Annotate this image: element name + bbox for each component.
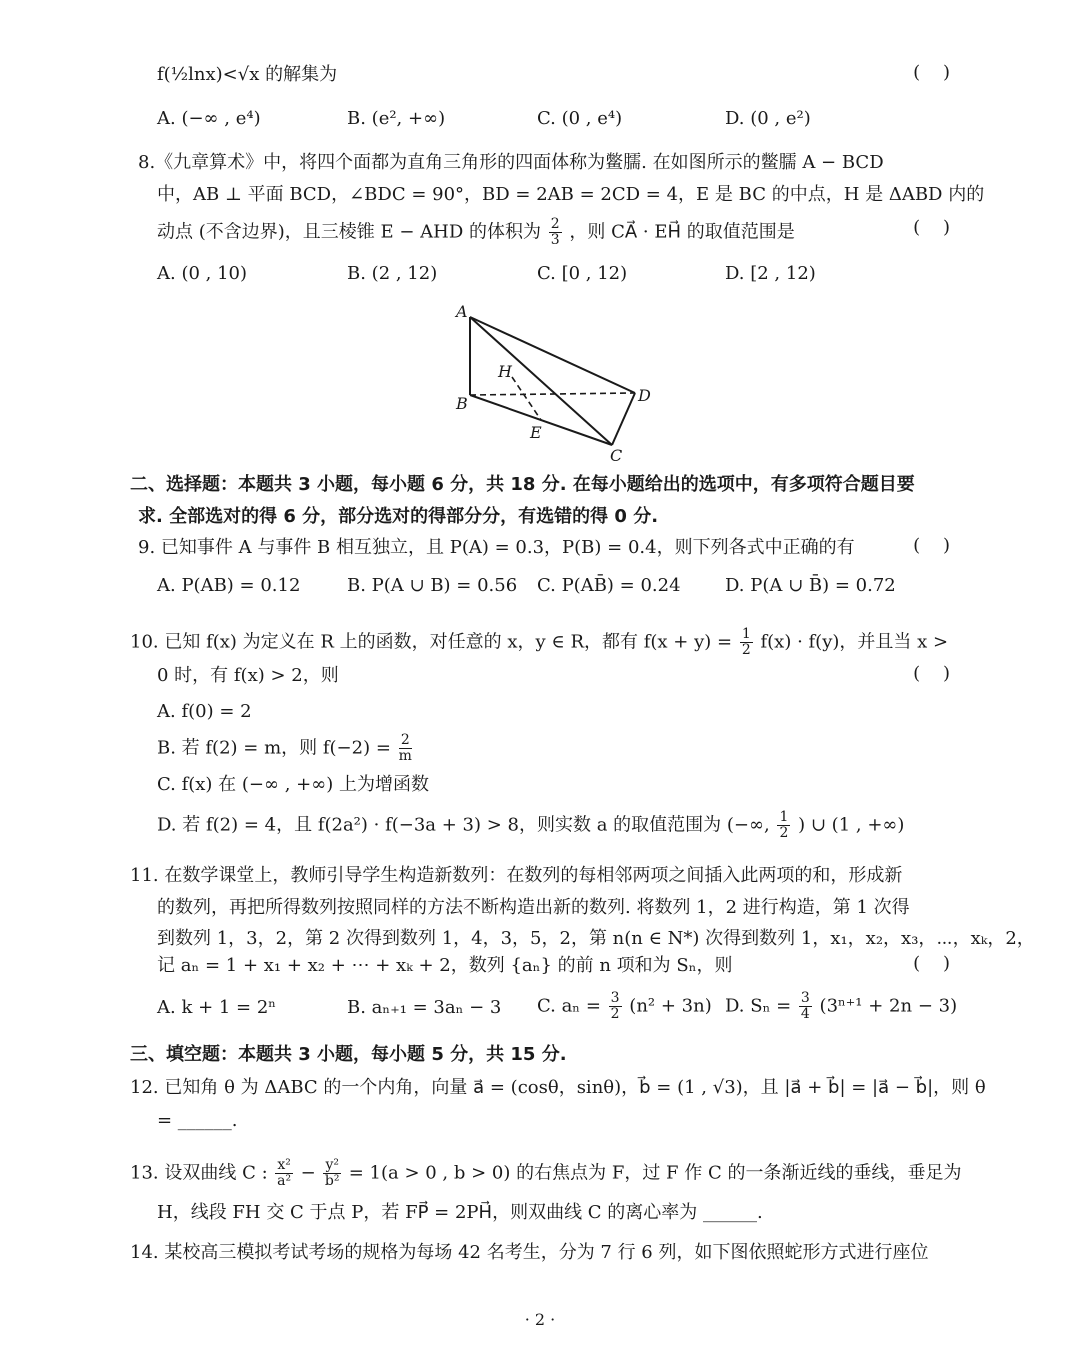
q11-option-d-den: 4	[800, 1006, 810, 1022]
q9-answer-paren: ( )	[913, 535, 950, 556]
q11-option-c-num: 3	[610, 990, 620, 1006]
q13-frac-y-den: b²	[324, 1173, 340, 1189]
q8-line-3	[157, 217, 795, 248]
q7-option-a: A. (−∞ , e⁴)	[157, 108, 261, 129]
q10-option-d-text-a: D. 若 f(2) = 4，且 f(2a²) · f(−3a + 3) > 8，则实数 a 的取值范围为 (−∞,	[157, 814, 770, 836]
q10-option-b-num: 2	[400, 732, 410, 748]
q7-stem: f(½lnx)<√x 的解集为	[157, 64, 338, 85]
section-2-heading-line-2: 求. 全部选对的得 6 分，部分选对的得部分分，有选错的得 0 分.	[138, 506, 659, 527]
q9-option-b: B. P(A ∪ B) = 0.56	[347, 575, 518, 596]
q10-line-1-b: f(x) · f(y)，并且当 x >	[760, 631, 949, 653]
q8-frac-num: 2	[550, 216, 560, 232]
q8-line-3-b: ，则 CA⃗ · EH⃗ 的取值范围是	[569, 221, 795, 243]
q11-option-c-text-a: C. aₙ =	[537, 995, 601, 1017]
q10-option-a: A. f(0) = 2	[157, 701, 252, 722]
q10-line-1	[130, 627, 948, 658]
edge-bd-hidden	[470, 393, 635, 395]
q8-frac-den: 3	[550, 232, 560, 248]
q10-option-d-den: 2	[779, 825, 789, 841]
q7-option-c: C. (0 , e⁴)	[537, 108, 623, 129]
edge-ad	[470, 317, 635, 393]
q13-frac-x-num: x²	[277, 1157, 291, 1173]
q8-answer-paren: ( )	[913, 217, 950, 238]
q11-option-c-fraction	[609, 991, 622, 1022]
label-c: C	[610, 446, 623, 465]
q8-option-c: C. [0 , 12)	[537, 263, 628, 284]
q8-fraction	[549, 217, 562, 248]
q11-option-b: B. aₙ₊₁ = 3aₙ − 3	[347, 997, 502, 1018]
q12-line-1: 12. 已知角 θ 为 ΔABC 的一个内角，向量 a⃗ = (cosθ，sinθ)，b⃗ = (1 , √3)，且 |a⃗ + b⃗| = |a⃗ − b⃗|，则 θ	[130, 1077, 986, 1098]
q10-option-b	[157, 733, 414, 764]
q11-option-c-den: 2	[610, 1006, 620, 1022]
q11-option-a: A. k + 1 = 2ⁿ	[157, 997, 277, 1018]
q10-line-1-a: 10. 已知 f(x) 为定义在 R 上的函数，对任意的 x，y ∈ R，都有 f(x + y) =	[130, 631, 733, 653]
section-2-heading-line-1: 二、选择题：本题共 3 小题，每小题 6 分，共 18 分. 在每小题给出的选项中，有多项符合题目要	[130, 474, 915, 495]
q8-line-3-a: 动点 (不含边界)，且三棱锥 E − AHD 的体积为	[157, 221, 542, 243]
q13-line-2: H，线段 FH 交 C 于点 P，若 FP⃗ = 2PH⃗，则双曲线 C 的离心率为 ______.	[157, 1202, 763, 1223]
q10-frac-den: 2	[741, 642, 751, 658]
q11-answer-paren: ( )	[913, 953, 950, 974]
edge-cd	[612, 393, 635, 445]
label-e: E	[530, 423, 542, 442]
q13-fraction-y	[323, 1158, 341, 1189]
q13-frac-x-den: a²	[277, 1173, 292, 1189]
q11-option-d-fraction	[799, 991, 812, 1022]
q12-line-2: = ______.	[157, 1110, 238, 1131]
q13-line-1	[130, 1158, 961, 1189]
section-3-heading: 三、填空题：本题共 3 小题，每小题 5 分，共 15 分.	[130, 1044, 567, 1065]
q11-option-d	[725, 991, 957, 1022]
q11-option-d-num: 3	[800, 990, 810, 1006]
label-a: A	[456, 302, 468, 321]
q10-option-d-num: 1	[779, 809, 789, 825]
q11-option-d-text-a: D. Sₙ =	[725, 995, 792, 1017]
q13-fraction-x	[275, 1158, 293, 1189]
q10-option-b-text: B. 若 f(2) = m，则 f(−2) =	[157, 737, 391, 759]
q13-minus: −	[300, 1162, 316, 1184]
q10-fraction	[740, 627, 753, 658]
q9-option-d: D. P(A ∪ B̄) = 0.72	[725, 575, 896, 596]
q11-option-c-text-b: (n² + 3n)	[629, 995, 712, 1017]
q8-line-2: 中，AB ⊥ 平面 BCD，∠BDC = 90°，BD = 2AB = 2CD = 4，E 是 BC 的中点，H 是 ΔABD 内的	[157, 184, 985, 205]
q7-option-b: B. (e², +∞)	[347, 108, 446, 129]
q10-line-2: 0 时，有 f(x) > 2，则	[157, 665, 339, 686]
label-h: H	[498, 362, 512, 381]
q13-frac-y-num: y²	[325, 1157, 339, 1173]
q11-option-d-text-b: (3ⁿ⁺¹ + 2n − 3)	[819, 995, 958, 1017]
q14-line-1: 14. 某校高三模拟考试考场的规格为每场 42 名考生，分为 7 行 6 列，如下图依照蛇形方式进行座位	[130, 1242, 929, 1263]
q9-option-c: C. P(AB̄) = 0.24	[537, 575, 681, 596]
q9-stem: 9. 已知事件 A 与事件 B 相互独立，且 P(A) = 0.3，P(B) = 0.4，则下列各式中正确的有	[138, 537, 855, 558]
q11-line-2: 的数列，再把所得数列按照同样的方法不断构造出新的数列. 将数列 1，2 进行构造，第 1 次得	[157, 897, 910, 918]
q13-line-1-b: = 1(a > 0 , b > 0) 的右焦点为 F，过 F 作 C 的一条渐近线的垂线，垂足为	[348, 1162, 962, 1184]
q8-line-1: 8.《九章算术》中，将四个面都为直角三角形的四面体称为鳖臑. 在如图所示的鳖臑 A − BCD	[138, 152, 884, 173]
q10-option-b-fraction	[399, 733, 412, 764]
q10-option-d	[157, 810, 904, 841]
q10-option-c: C. f(x) 在 (−∞ , +∞) 上为增函数	[157, 774, 429, 795]
q11-line-4: 记 aₙ = 1 + x₁ + x₂ + ⋯ + xₖ + 2，数列 {aₙ} 的前 n 项和为 Sₙ，则	[157, 955, 733, 976]
q8-option-d: D. [2 , 12)	[725, 263, 816, 284]
q10-frac-num: 1	[741, 626, 751, 642]
q11-line-1: 11. 在数学课堂上，教师引导学生构造新数列：在数列的每相邻两项之间插入此两项的和，形成新	[130, 865, 903, 886]
tetrahedron-figure	[440, 295, 670, 465]
q8-option-b: B. (2 , 12)	[347, 263, 438, 284]
q7-answer-paren: ( )	[913, 62, 950, 83]
label-b: B	[456, 394, 468, 413]
q10-answer-paren: ( )	[913, 663, 950, 684]
q11-option-c	[537, 991, 712, 1022]
segment-he-hidden	[512, 377, 541, 420]
q9-option-a: A. P(AB) = 0.12	[157, 575, 301, 596]
q8-option-a: A. (0 , 10)	[157, 263, 248, 284]
page-number: · 2 ·	[524, 1310, 556, 1329]
q10-option-d-text-b: ) ∪ (1 , +∞)	[798, 814, 905, 836]
q10-option-b-den: m	[398, 748, 412, 764]
q13-line-1-a: 13. 设双曲线 C :	[130, 1162, 268, 1184]
q7-option-d: D. (0 , e²)	[725, 108, 811, 129]
q10-option-d-fraction	[777, 810, 790, 841]
q11-line-3: 到数列 1，3，2，第 2 次得到数列 1，4，3，5，2，第 n(n ∈ N*) 次得到数列 1，x₁，x₂，x₃，⋯，xₖ，2，	[157, 928, 1035, 949]
label-d: D	[638, 386, 651, 405]
